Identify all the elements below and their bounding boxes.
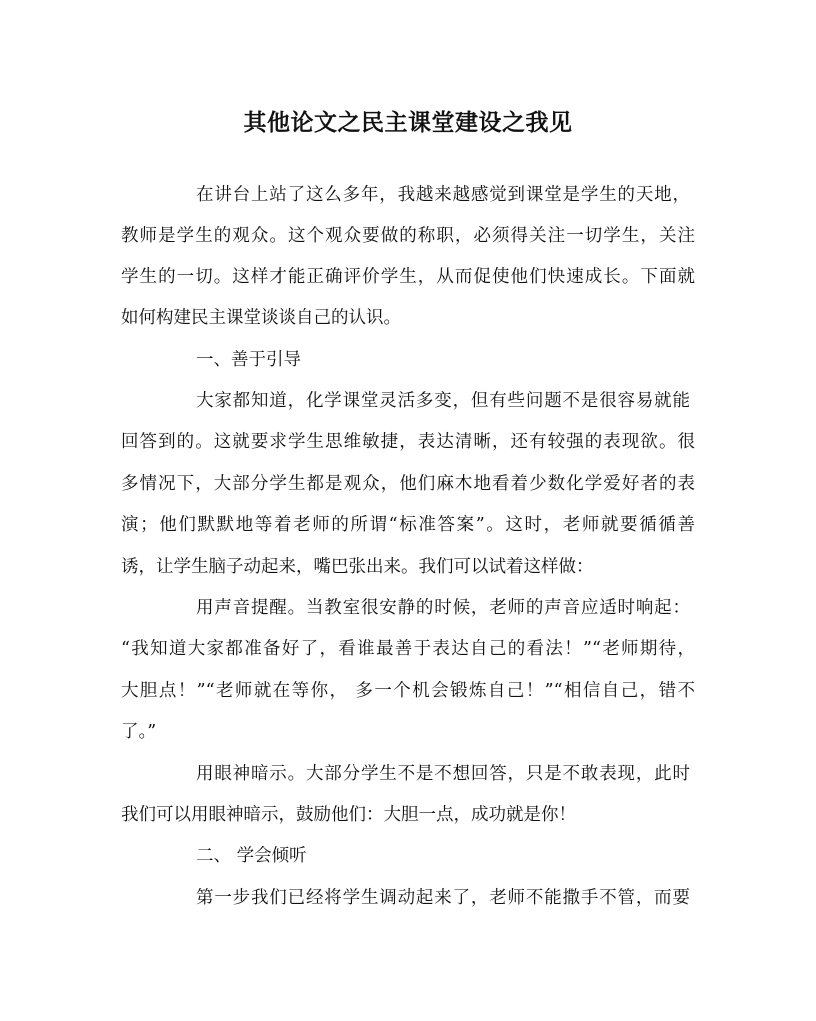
document-title: 其他论文之民主课堂建设之我见	[243, 109, 573, 136]
paragraph-line: 诱，让学生脑子动起来，嘴巴张出来。我们可以试着这样做：	[121, 557, 594, 577]
paragraph-line: 教师是学生的观众。这个观众要做的称职，必须得关注一切学生，关注	[121, 226, 695, 246]
paragraph-line: 大家都知道，化学课堂灵活多变，但有些问题不是很容易就能	[196, 391, 690, 411]
paragraph-line: 在讲台上站了这么多年，我越来越感觉到课堂是学生的天地，	[196, 185, 690, 205]
paragraph-line: 第一步我们已经将学生调动起来了，老师不能撒手不管，而要	[196, 888, 690, 908]
paragraph-line: 学生的一切。这样才能正确评价学生，从而促使他们快速成长。下面就	[121, 267, 695, 287]
paragraph-line: 演；他们默默地等着老师的所谓“标准答案”。这时，老师就要循循善	[121, 515, 695, 535]
section-heading: 二、 学会倾听	[196, 846, 307, 866]
paragraph-line: 大胆点！”“老师就在等你， 多一个机会锻炼自己！”“相信自己，错不	[121, 681, 695, 701]
paragraph-line: 我们可以用眼神暗示，鼓励他们：大胆一点，成功就是你！	[121, 805, 576, 825]
paragraph-line: 了。”	[121, 722, 157, 742]
paragraph-line: 多情况下，大部分学生都是观众，他们麻木地看着少数化学爱好者的表	[121, 474, 695, 494]
paragraph-line: 如何构建民主课堂谈谈自己的认识。	[121, 308, 401, 328]
section-heading: 一、善于引导	[196, 350, 301, 370]
paragraph-line: 用声音提醒。当教室很安静的时候，老师的声音应适时响起：	[196, 598, 690, 618]
paragraph-line: “我知道大家都准备好了，看谁最善于表达自己的看法！”“老师期待，	[121, 639, 695, 659]
paragraph-line: 用眼神暗示。大部分学生不是不想回答，只是不敢表现，此时	[196, 764, 690, 784]
paragraph-line: 回答到的。这就要求学生思维敏捷，表达清晰，还有较强的表现欲。很	[121, 432, 695, 452]
